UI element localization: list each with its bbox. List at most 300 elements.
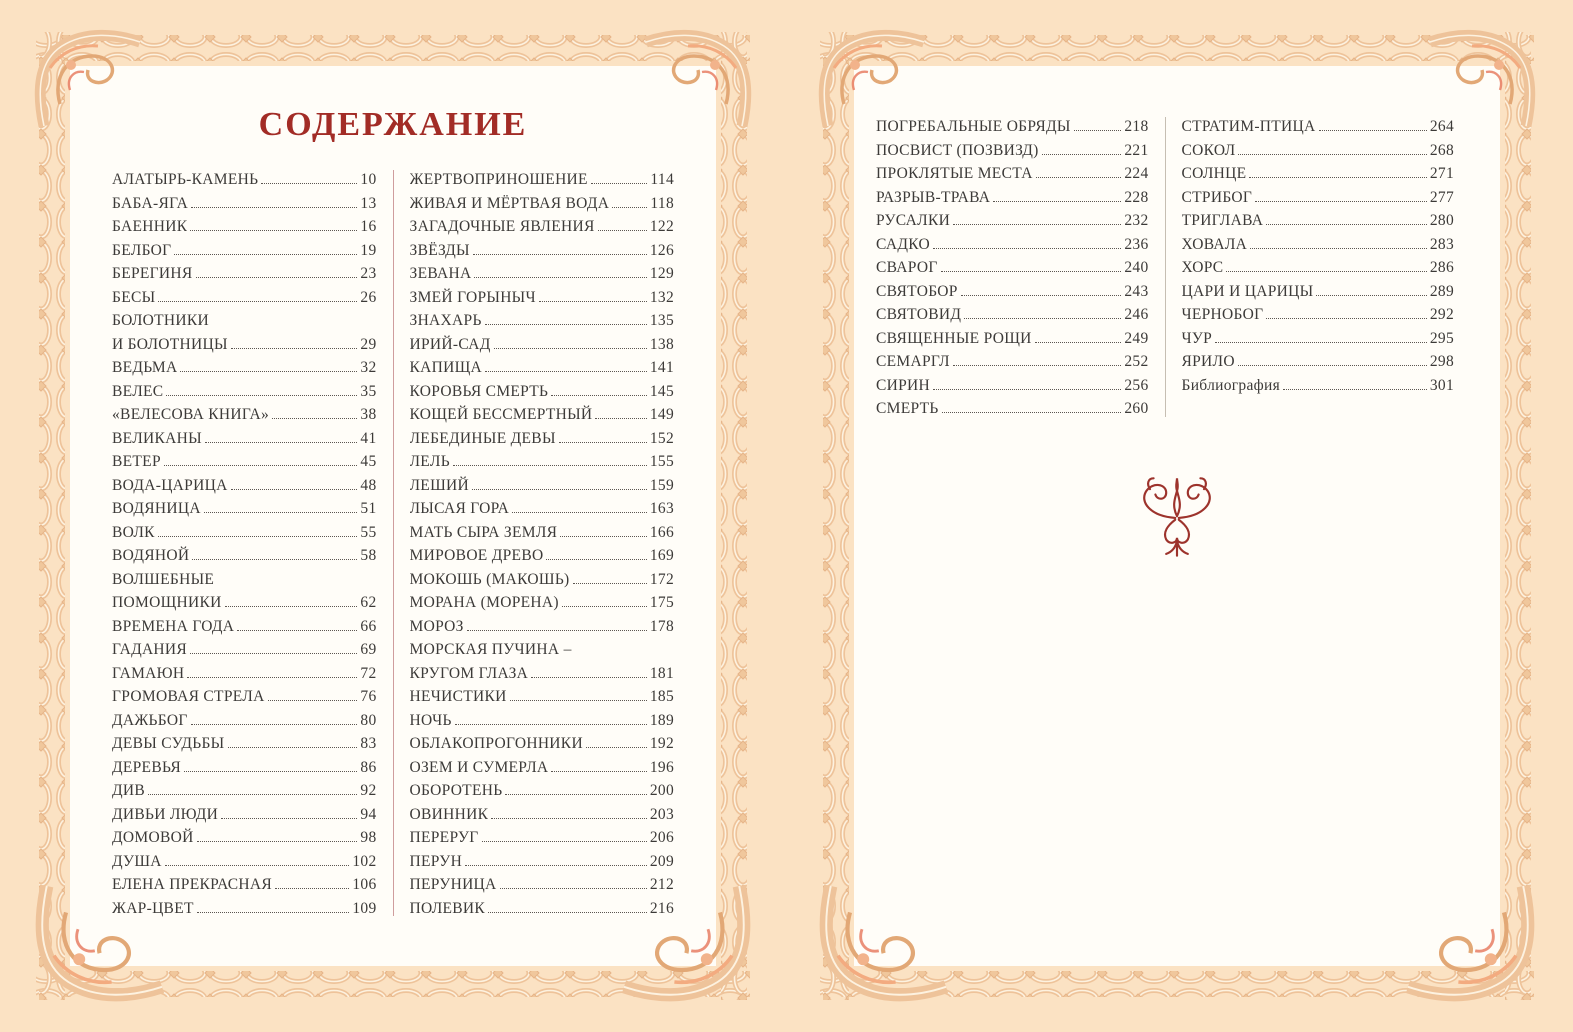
entry-title: ЗЕВАНА	[409, 265, 472, 282]
entry-title: ЛЕШИЙ	[409, 476, 470, 494]
dot-leader	[1249, 177, 1426, 178]
dot-leader	[225, 606, 358, 607]
dot-leader	[573, 583, 647, 584]
entry-title: ВОДЯНИЦА	[112, 500, 201, 517]
entry-page-number: 209	[649, 852, 674, 870]
entry-page-number: 271	[1429, 165, 1454, 182]
toc-entry	[112, 803, 377, 827]
toc-entry	[112, 286, 377, 310]
entry-title: ЗМЕЙ ГОРЫНЫЧ	[409, 288, 536, 306]
entry-title: НЕЧИСТИКИ	[409, 688, 507, 705]
dot-leader	[559, 442, 647, 443]
entry-page-number: 286	[1429, 259, 1454, 276]
dot-leader	[190, 653, 357, 654]
dot-leader	[1266, 318, 1426, 319]
toc-entry	[112, 380, 377, 404]
toc-entry	[112, 521, 377, 545]
toc-entry	[112, 309, 377, 333]
entry-page-number: 283	[1429, 235, 1454, 253]
entry-title: ПЕРУНИЦА	[409, 876, 497, 893]
entry-title: КРУГОМ ГЛАЗА	[409, 664, 529, 682]
entry-title: КОЩЕЙ БЕССМЕРТНЫЙ	[409, 406, 593, 423]
dot-leader	[467, 630, 647, 631]
entry-title: ПЕРЕРУГ	[409, 829, 479, 846]
entry-title: ЗАГАДОЧНЫЕ ЯВЛЕНИЯ	[409, 218, 595, 235]
entry-title: ПОМОЩНИКИ	[112, 594, 222, 611]
entry-title: ДЕВЫ СУДЬБЫ	[112, 735, 225, 752]
toc-entry	[112, 239, 377, 263]
entry-title: КАПИЩА	[409, 359, 483, 376]
entry-title: ЛЕБЕДИНЫЕ ДЕВЫ	[409, 429, 556, 447]
entry-title: ПРОКЛЯТЫЕ МЕСТА	[876, 165, 1033, 182]
entry-page-number: 45	[360, 453, 377, 470]
dot-leader	[500, 888, 647, 889]
dot-leader	[485, 371, 647, 372]
toc-entry	[1182, 186, 1455, 210]
dot-leader	[510, 700, 647, 701]
entry-title: ОБОРОТЕНЬ	[409, 782, 503, 799]
entry-title: МАТЬ СЫРА ЗЕМЛЯ	[409, 523, 558, 541]
dot-leader	[512, 512, 647, 513]
toc-entry	[410, 826, 675, 850]
toc-entry	[410, 850, 675, 874]
entry-title: ВЕДЬМА	[112, 359, 178, 376]
toc-entry	[410, 403, 675, 427]
dot-leader	[491, 818, 647, 819]
entry-title: ВОЛК	[112, 523, 155, 541]
entry-page-number: 249	[1124, 329, 1149, 347]
toc-entry	[1182, 374, 1455, 398]
entry-title: БЕЛБОГ	[112, 241, 172, 259]
floral-ornament-icon	[1123, 467, 1231, 567]
toc-entry	[112, 497, 377, 521]
entry-page-number: 41	[360, 429, 377, 447]
toc-entry	[410, 638, 675, 662]
entry-title: ЛЕЛЬ	[409, 453, 450, 470]
dot-leader	[191, 207, 357, 208]
dot-leader	[1266, 224, 1427, 225]
toc-entry	[1182, 256, 1455, 280]
dot-leader	[1319, 130, 1427, 131]
dot-leader	[539, 301, 647, 302]
entry-page-number: 295	[1429, 329, 1454, 347]
dot-leader	[197, 841, 358, 842]
entry-title: ПЕРУН	[409, 852, 463, 870]
entry-page-number: 159	[649, 476, 674, 494]
entry-page-number: 268	[1429, 141, 1454, 159]
entry-page-number: 264	[1429, 118, 1454, 135]
entry-title: СМЕРТЬ	[876, 400, 939, 417]
entry-page-number: 135	[649, 312, 674, 329]
dot-leader	[166, 395, 357, 396]
dot-leader	[953, 224, 1121, 225]
entry-title: МОРОЗ	[409, 617, 464, 635]
toc-entry	[1182, 327, 1455, 351]
dot-leader	[488, 912, 647, 913]
dot-leader	[187, 677, 357, 678]
entry-title: ХОВАЛА	[1181, 235, 1248, 253]
dot-leader	[1316, 295, 1426, 296]
dot-leader	[1036, 177, 1122, 178]
toc-entry	[112, 897, 377, 921]
entry-title: СИРИН	[876, 376, 931, 394]
entry-page-number: 109	[352, 899, 377, 917]
entry-title: СВЯТОБОР	[876, 282, 958, 300]
toc-entry	[112, 474, 377, 498]
entry-page-number: 260	[1124, 400, 1149, 417]
toc-entry	[876, 209, 1149, 233]
entry-title: ВЕТЕР	[112, 453, 161, 470]
toc-column	[876, 115, 1149, 421]
dot-leader	[933, 389, 1121, 390]
entry-page-number: 29	[360, 335, 377, 353]
toc-entry	[112, 685, 377, 709]
toc-entry	[876, 139, 1149, 163]
entry-page-number: 212	[649, 876, 674, 893]
entry-title: ВОДА-ЦАРИЦА	[112, 476, 228, 494]
entry-page-number: 232	[1124, 212, 1149, 229]
toc-entry	[410, 262, 675, 286]
entry-title: ДИВЬИ ЛЮДИ	[112, 805, 219, 823]
entry-page-number: 76	[360, 688, 377, 705]
entry-title: МОКОШЬ (МАКОШЬ)	[409, 570, 570, 588]
entry-title: БОЛОТНИКИ	[112, 312, 210, 329]
entry-title: ИРИЙ-САД	[409, 335, 491, 353]
dot-leader	[472, 489, 647, 490]
dot-leader	[1238, 154, 1426, 155]
dot-leader	[465, 865, 647, 866]
entry-page-number: 149	[649, 406, 674, 423]
toc-entry	[876, 303, 1149, 327]
toc-entry	[112, 756, 377, 780]
entry-page-number: 224	[1124, 165, 1149, 182]
toc-column	[112, 168, 377, 920]
entry-title: ВОДЯНОЙ	[112, 547, 190, 564]
entry-page-number: 178	[649, 617, 674, 635]
entry-page-number: 13	[360, 194, 377, 212]
toc-column	[1182, 115, 1455, 421]
entry-title: ПОСВИСТ (ПОЗВИЗД)	[876, 141, 1039, 159]
dot-leader	[933, 248, 1121, 249]
entry-page-number: 126	[649, 241, 674, 259]
entry-page-number: 246	[1124, 306, 1149, 323]
entry-title: ВОЛШЕБНЫЕ	[112, 570, 215, 588]
entry-title: ДИВ	[112, 782, 146, 799]
entry-page-number: 221	[1124, 141, 1149, 159]
dot-leader	[1074, 130, 1122, 131]
entry-page-number: 240	[1124, 259, 1149, 276]
toc-entry	[112, 850, 377, 874]
dot-leader	[221, 818, 357, 819]
entry-page-number: 200	[649, 782, 674, 799]
entry-page-number: 192	[649, 735, 674, 752]
dot-leader	[993, 201, 1121, 202]
entry-page-number: 80	[360, 711, 377, 729]
entry-page-number: 141	[649, 359, 674, 376]
entry-page-number: 23	[360, 265, 377, 282]
entry-title: БЕСЫ	[112, 288, 156, 306]
dot-leader	[1255, 201, 1427, 202]
entry-page-number: 26	[360, 288, 377, 306]
dot-leader	[482, 841, 647, 842]
toc-entry	[410, 803, 675, 827]
toc-entry	[410, 756, 675, 780]
toc-entry	[1182, 280, 1455, 304]
toc-entry	[410, 286, 675, 310]
entry-page-number: 122	[649, 218, 674, 235]
ornament-container	[852, 467, 1502, 567]
entry-title: ДУША	[112, 852, 162, 870]
toc-entry	[876, 280, 1149, 304]
entry-title: АЛАТЫРЬ-КАМЕНЬ	[112, 171, 259, 188]
entry-title: И БОЛОТНИЦЫ	[112, 335, 228, 353]
entry-title: БАБА-ЯГА	[112, 194, 189, 212]
entry-page-number: 166	[649, 523, 674, 541]
toc-entry	[876, 186, 1149, 210]
column-divider	[1165, 117, 1166, 417]
dot-leader	[551, 771, 646, 772]
dot-leader	[1215, 342, 1427, 343]
entry-page-number: 132	[649, 288, 674, 306]
toc-entry	[410, 685, 675, 709]
entry-title: РУСАЛКИ	[876, 212, 951, 229]
toc-entry	[112, 215, 377, 239]
column-divider	[393, 170, 394, 916]
entry-page-number: 58	[360, 547, 377, 564]
entry-page-number: 10	[360, 171, 377, 188]
entry-page-number: 280	[1429, 212, 1454, 229]
entry-title: ПОГРЕБАЛЬНЫЕ ОБРЯДЫ	[876, 118, 1071, 135]
toc-entry	[410, 709, 675, 733]
dot-leader	[595, 418, 646, 419]
dot-leader	[196, 277, 358, 278]
entry-title: ЖИВАЯ И МЁРТВАЯ ВОДА	[409, 194, 610, 212]
dot-leader	[485, 324, 647, 325]
dot-leader	[197, 912, 350, 913]
dot-leader	[473, 254, 647, 255]
dot-leader	[231, 348, 358, 349]
entry-title: ОБЛАКОПРОГОННИКИ	[409, 735, 583, 752]
entry-page-number: 163	[649, 500, 674, 517]
dot-leader	[562, 606, 647, 607]
entry-page-number: 102	[352, 852, 377, 870]
entry-title: ДОМОВОЙ	[112, 829, 194, 846]
dot-leader	[228, 747, 358, 748]
toc-entry	[410, 662, 675, 686]
entry-title: СВЯТОВИД	[876, 306, 962, 323]
entry-title: СОЛНЦЕ	[1181, 165, 1247, 182]
toc-entry	[410, 239, 675, 263]
entry-title: ЛЫСАЯ ГОРА	[409, 500, 510, 517]
entry-page-number: 298	[1429, 353, 1454, 370]
entry-page-number: 185	[649, 688, 674, 705]
toc-entry	[112, 192, 377, 216]
dot-leader	[261, 183, 357, 184]
entry-title: «ВЕЛЕСОВА КНИГА»	[112, 406, 270, 423]
entry-title: МОРСКАЯ ПУЧИНА –	[409, 641, 572, 658]
dot-leader	[191, 724, 358, 725]
dot-leader	[1283, 389, 1427, 390]
entry-page-number: 289	[1429, 282, 1454, 300]
entry-title: Библиография	[1181, 376, 1281, 394]
entry-title: ЗВЁЗДЫ	[409, 241, 470, 259]
right-page	[812, 24, 1542, 1008]
toc-entry	[410, 474, 675, 498]
entry-page-number: 72	[360, 664, 377, 682]
dot-leader	[531, 677, 647, 678]
entry-title: ПОЛЕВИК	[409, 899, 486, 917]
toc-entry	[876, 162, 1149, 186]
entry-title: РАЗРЫВ-ТРАВА	[876, 188, 991, 206]
dot-leader	[1035, 342, 1122, 343]
entry-page-number: 118	[650, 194, 674, 212]
dot-leader	[941, 271, 1122, 272]
toc-entry	[112, 262, 377, 286]
dot-leader	[474, 277, 646, 278]
dot-leader	[586, 747, 647, 748]
entry-page-number: 66	[360, 617, 377, 635]
entry-page-number: 92	[360, 782, 377, 799]
entry-title: СОКОЛ	[1181, 141, 1236, 159]
toc-entry	[1182, 115, 1455, 139]
dot-leader	[942, 412, 1122, 413]
toc-entry	[112, 732, 377, 756]
dot-leader	[165, 865, 350, 866]
toc-entry	[112, 826, 377, 850]
left-page-columns	[68, 168, 718, 920]
toc-entry	[410, 732, 675, 756]
entry-page-number: 83	[360, 735, 377, 752]
entry-page-number: 181	[649, 664, 674, 682]
toc-entry	[410, 873, 675, 897]
entry-page-number: 145	[649, 382, 674, 400]
entry-page-number: 169	[649, 547, 674, 564]
dot-leader	[148, 794, 357, 795]
entry-page-number: 243	[1124, 282, 1149, 300]
entry-page-number: 292	[1429, 306, 1454, 323]
entry-title: БЕРЕГИНЯ	[112, 265, 193, 282]
toc-entry	[410, 309, 675, 333]
toc-entry	[410, 168, 675, 192]
dot-leader	[1238, 365, 1427, 366]
entry-page-number: 19	[360, 241, 377, 259]
entry-page-number: 228	[1124, 188, 1149, 206]
entry-title: ВРЕМЕНА ГОДА	[112, 617, 235, 635]
dot-leader	[272, 418, 357, 419]
entry-title: ГРОМОВАЯ СТРЕЛА	[112, 688, 265, 705]
dot-leader	[598, 230, 647, 231]
toc-column	[410, 168, 675, 920]
entry-page-number: 256	[1124, 376, 1149, 394]
entry-page-number: 16	[360, 218, 377, 235]
entry-page-number: 206	[649, 829, 674, 846]
toc-entry	[112, 873, 377, 897]
dot-leader	[612, 207, 647, 208]
entry-title: ОЗЕМ И СУМЕРЛА	[409, 758, 549, 776]
entry-page-number: 48	[360, 476, 377, 494]
dot-leader	[231, 489, 358, 490]
dot-leader	[964, 318, 1121, 319]
entry-title: ДЕРЕВЬЯ	[112, 758, 181, 776]
toc-entry	[876, 397, 1149, 421]
toc-entry	[410, 450, 675, 474]
dot-leader	[204, 512, 358, 513]
dot-leader	[192, 559, 357, 560]
dot-leader	[1250, 248, 1427, 249]
entry-title: ХОРС	[1181, 259, 1224, 276]
dot-leader	[237, 630, 357, 631]
toc-entry	[410, 356, 675, 380]
dot-leader	[455, 724, 647, 725]
left-page-content	[68, 64, 718, 968]
right-page-content	[852, 64, 1502, 968]
entry-page-number: 62	[360, 594, 377, 611]
toc-entry	[1182, 139, 1455, 163]
toc-entry	[410, 192, 675, 216]
entry-title: ДАЖЬБОГ	[112, 711, 188, 729]
toc-entry	[410, 544, 675, 568]
entry-title: ТРИГЛАВА	[1181, 212, 1264, 229]
entry-title: БАЕННИК	[112, 218, 188, 235]
entry-title: МОРАНА (МОРЕНА)	[409, 594, 559, 611]
entry-page-number: 35	[360, 382, 377, 400]
entry-page-number: 98	[360, 829, 377, 846]
entry-title: МИРОВОЕ ДРЕВО	[409, 547, 544, 564]
entry-title: СВЯЩЕННЫЕ РОЩИ	[876, 329, 1032, 347]
toc-entry	[410, 779, 675, 803]
entry-title: ВЕЛЕС	[112, 382, 164, 400]
entry-title: ЧУР	[1181, 329, 1213, 347]
entry-title: ЯРИЛО	[1181, 353, 1235, 370]
page-title: СОДЕРЖАНИЕ	[258, 106, 528, 143]
dot-leader	[560, 536, 647, 537]
entry-page-number: 218	[1124, 118, 1149, 135]
entry-title: СЕМАРГЛ	[876, 353, 950, 370]
entry-page-number: 216	[649, 899, 674, 917]
entry-page-number: 106	[352, 876, 377, 893]
toc-entry	[112, 591, 377, 615]
entry-page-number: 189	[649, 711, 674, 729]
entry-page-number: 114	[650, 171, 674, 188]
toc-entry	[1182, 209, 1455, 233]
entry-page-number: 196	[649, 758, 674, 776]
dot-leader	[275, 888, 349, 889]
toc-entry	[410, 897, 675, 921]
dot-leader	[551, 395, 647, 396]
dot-leader	[961, 295, 1122, 296]
entry-title: СТРИБОГ	[1181, 188, 1253, 206]
toc-entry	[112, 544, 377, 568]
toc-entry	[876, 327, 1149, 351]
entry-title: ЖАР-ЦВЕТ	[112, 899, 194, 917]
entry-page-number: 86	[360, 758, 377, 776]
entry-page-number: 129	[649, 265, 674, 282]
toc-entry	[112, 333, 377, 357]
dot-leader	[180, 371, 357, 372]
entry-page-number: 69	[360, 641, 377, 658]
toc-entry	[112, 403, 377, 427]
toc-entry	[876, 374, 1149, 398]
entry-title: ЕЛЕНА ПРЕКРАСНАЯ	[112, 876, 273, 893]
entry-page-number: 236	[1124, 235, 1149, 253]
entry-title: ОВИННИК	[409, 805, 489, 823]
dot-leader	[1042, 154, 1122, 155]
entry-title: ВЕЛИКАНЫ	[112, 429, 202, 447]
entry-page-number: 38	[360, 406, 377, 423]
entry-page-number: 152	[649, 429, 674, 447]
toc-entry	[112, 662, 377, 686]
dot-leader	[190, 230, 357, 231]
